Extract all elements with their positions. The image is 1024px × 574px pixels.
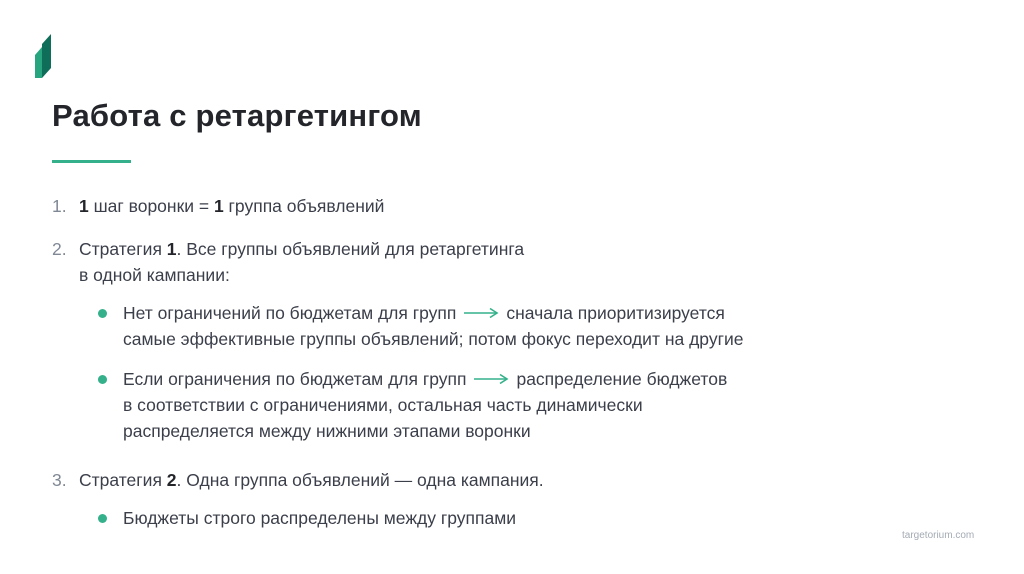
- text-segment: Нет ограничений по бюджетам для групп: [123, 303, 457, 323]
- text-line: [123, 300, 743, 326]
- bold-number: 2: [166, 470, 177, 490]
- list-item-text: [79, 467, 544, 493]
- bold-number: 1: [213, 196, 224, 216]
- footer-site-label: targetorium.com: [902, 530, 975, 541]
- bullet-dot-icon: [98, 375, 107, 384]
- list-number: 1.: [52, 196, 67, 216]
- bullet-text: Бюджеты строго распределены между группами: [123, 508, 517, 528]
- text-line: в соответствии с ограничениями, остальная часть динамически: [123, 395, 643, 415]
- slide-title: Работа с ретаргетингом: [52, 98, 422, 133]
- bullet-text: [123, 366, 727, 444]
- text-segment: сначала приоритизируется: [506, 303, 725, 323]
- brand-logo-icon: [33, 34, 55, 78]
- text-line: в одной кампании:: [79, 265, 230, 285]
- list-number: 2.: [52, 239, 67, 259]
- bullet-dot-icon: [98, 514, 107, 523]
- text-segment: шаг воронки =: [88, 196, 214, 216]
- list-item-text: [79, 193, 384, 219]
- text-segment: распределение бюджетов: [516, 369, 728, 389]
- bullet-text: [123, 300, 743, 352]
- text-segment: Если ограничения по бюджетам для групп: [123, 369, 467, 389]
- title-underline: [52, 160, 131, 163]
- list-number: 3.: [52, 470, 67, 490]
- bullet-dot-icon: [98, 309, 107, 318]
- text-segment: . Одна группа объявлений — одна кампания.: [176, 470, 544, 490]
- bold-number: 1: [166, 239, 177, 259]
- text-segment: . Все группы объявлений для ретаргетинга: [176, 239, 525, 259]
- text-line: распределяется между нижними этапами воронки: [123, 421, 531, 441]
- list-item-text: [79, 236, 524, 288]
- arrow-right-icon: [463, 307, 499, 319]
- text-line: [123, 366, 727, 392]
- text-segment: Стратегия: [79, 470, 167, 490]
- arrow-right-icon: [473, 373, 509, 385]
- bold-number: 1: [79, 196, 89, 216]
- text-segment: Стратегия: [79, 239, 167, 259]
- text-segment: группа объявлений: [223, 196, 385, 216]
- text-line: [79, 236, 524, 262]
- text-line: самые эффективные группы объявлений; потом фокус переходит на другие: [123, 329, 744, 349]
